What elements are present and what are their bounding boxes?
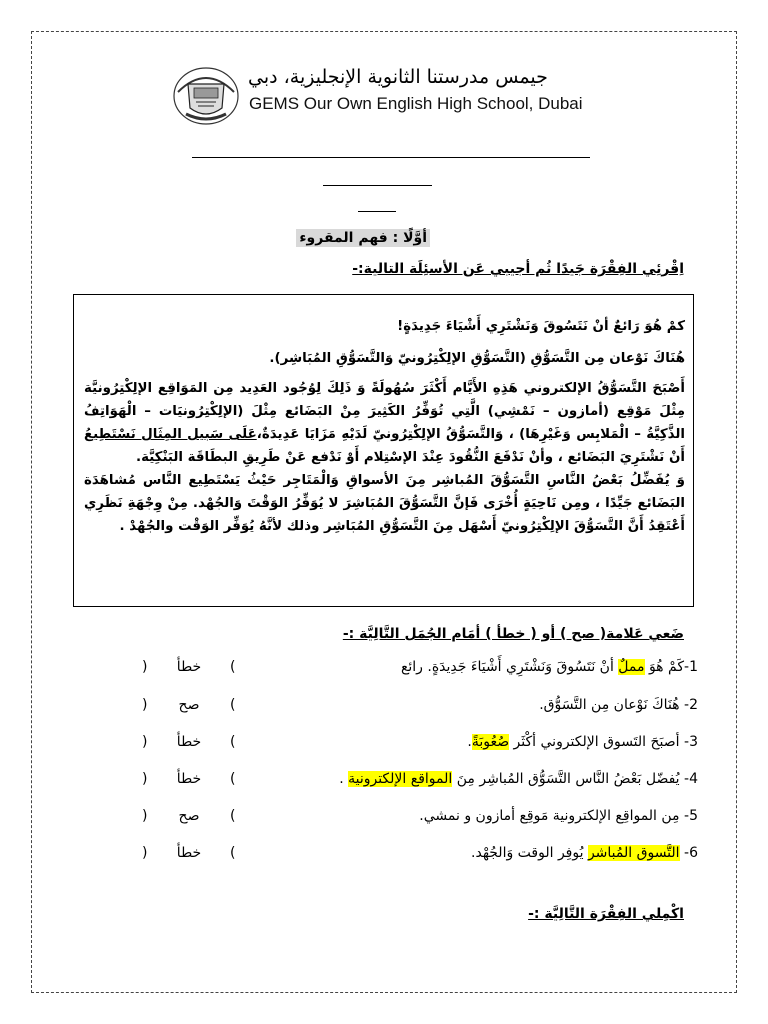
paren: ) <box>142 659 148 675</box>
highlighted-word: المواقع الإلكترونية <box>348 771 453 787</box>
school-name-english: GEMS Our Own English High School, Dubai <box>249 94 583 113</box>
tf-item-6 <box>100 845 698 869</box>
passage-text: أَصْبَحَ التَّسَوُّقُ الإلكتروني هَذِهِ الأَيَّام أَكْثَرَ سُهُولَةً وَ ذَلِكَ لِوُجُود العَدِيد مِن المَوَاقِع الإلِكْتِرُونيَّة مِثْلَ مَوْقِع (أمازون – نَمْشِي) الَّتِي تُوَفِّرُ الكَثِيرَ مِنْ البَضَائع مِثْلَ (الإلِكْتِرُونيَات – الْهَوَاتِفُ الذَّكِيَّةُ – الْمَلابِس وَغَيْرِهَا) ، وَالتَّسَوُّقُ الإلِكْتِرُونيّ لَدَيْهِ مَزَايَا عَدِيدَةٌ، <box>84 381 686 442</box>
tf-item-3 <box>100 734 698 758</box>
paren: ( <box>230 845 236 861</box>
short-line <box>358 211 396 212</box>
tf-item-2 <box>100 697 698 721</box>
school-name-arabic: جيمس مدرستنا الثانوية الإنجليزية، دبي <box>248 66 548 88</box>
paren: ( <box>230 734 236 750</box>
passage-paragraph-4: وَ يُفَضِّلُ بَعْضُ النَّاسِ التَّسَوُّقَ المُباشِر مِنَ الأسواقِ وَالْمَتَاجِر حَيْثُ يَسْتَطِيع النَّاس مُشاهَدَة البَضَائع جَيِّدًا ، ومِن نَاحِيَةٍ أُخْرَى فَإنَّ التَّسَوُّقَ المُبَاشِرَ لا يُوَفِّرُ الوَقْتَ وَالجُهْد. مِنْ وِجْهَةِ نَظَرِي أَعْتَقِدُ أَنَّ التَّسَوُّقَ الإلِكْتِرُونيّ أَسْهَل مِنَ التَّسَوُّقِ المُبَاشِر وذلك لأنَّهُ يُوَفِّر الوَقْت والجُهْدْ . <box>84 473 685 534</box>
highlighted-word: مملٌ <box>618 659 645 675</box>
school-crest-logo <box>172 62 240 126</box>
paren: ) <box>142 734 148 750</box>
name-line <box>192 157 590 158</box>
paren: ( <box>230 771 236 787</box>
tf-item-1 <box>100 659 698 683</box>
true-false-title: ضَعي عَلامة( صح ) أو ( خطأ ) أمَام الجُمَل التَّالِيَّة :- <box>342 626 684 642</box>
paren: ( <box>230 659 236 675</box>
tf-statement: 4- يُفضّل بَعْضُ النَّاس التَّسَوُّق المُباشِر مِنَ المواقع الإلكترونية . <box>339 771 698 787</box>
reading-instruction: اِقْرئِي الفِقْرَة جَيدًا ثُم أجيبي عَن الأسئِلَة التالية:- <box>352 261 684 277</box>
paren: ( <box>230 808 236 824</box>
tf-item-4 <box>100 771 698 795</box>
passage-line-2: هُنَاكَ نَوْعان مِن التَّسَوُّقِ (التَّسَوُّقِ الإلِكْتِرُونيّ وَالتَّسَوُّقِ المُبَاشِر). <box>269 351 685 366</box>
tf-statement: 5- مِن المواقِع الإلكترونية مَوقِع أمازون و نمشي. <box>419 808 698 824</box>
tf-answer[interactable]: صح <box>178 697 200 713</box>
paren: ) <box>142 771 148 787</box>
highlighted-word: صُعُوبَةً <box>471 734 510 750</box>
tf-answer[interactable]: خطأ <box>176 845 202 861</box>
complete-paragraph-title: اكْمِلي الفِقْرَة التَّالِيَّة :- <box>528 906 684 922</box>
passage-underlined-text: عَلَى سَبيل المِثَال نَسْتَطِيعُ <box>84 427 257 442</box>
passage-line-1: كمْ هُوَ رَائعٌ أنْ نَتَسُوقَ وَنَشْتَرِي أَشْيَاءَ جَدِيدَةٍ! <box>397 319 685 334</box>
passage-text: أَنْ نَشْتَرِيَ البَضَائع ، وأنْ نَدْفَعَ النُّقُودَ عِنْدَ الإسْتِلام أَوْ نَدْفع عَنْ طَرِيقِ البطَاقَة البَنْكِيَّة. <box>136 450 685 465</box>
tf-statement: 3- أصبَحَ التَسوق الإلكتروني أكْثَر صُعُوبَةً. <box>467 734 698 750</box>
paren: ) <box>142 808 148 824</box>
paren: ) <box>142 697 148 713</box>
tf-item-5 <box>100 808 698 832</box>
tf-statement: 2- هُنَاكَ نَوْعان مِن التَّسَوُّق. <box>539 697 698 713</box>
tf-answer[interactable]: خطأ <box>176 734 202 750</box>
highlighted-word: التَّسوق المُباشر <box>587 845 680 861</box>
tf-answer[interactable]: خطأ <box>176 659 202 675</box>
tf-answer[interactable]: صح <box>178 808 200 824</box>
tf-answer[interactable]: خطأ <box>176 771 202 787</box>
class-line <box>323 185 432 186</box>
section-title: أوَّلًا : فهم المقروء <box>296 229 430 247</box>
paren: ( <box>230 697 236 713</box>
tf-statement: 6- التَّسوق المُباشر يُوفِر الوقت وَالجُهْد. <box>471 845 698 861</box>
paren: ) <box>142 845 148 861</box>
tf-statement: 1-كَمْ هُوَ مملٌ أنْ نَتَسُوقَ وَنَشْتَرِي أَشْيَاءَ جَدِيدَةٍ. رائع <box>400 659 698 675</box>
passage-paragraph-3 <box>84 377 685 469</box>
reading-passage-box <box>73 294 694 607</box>
